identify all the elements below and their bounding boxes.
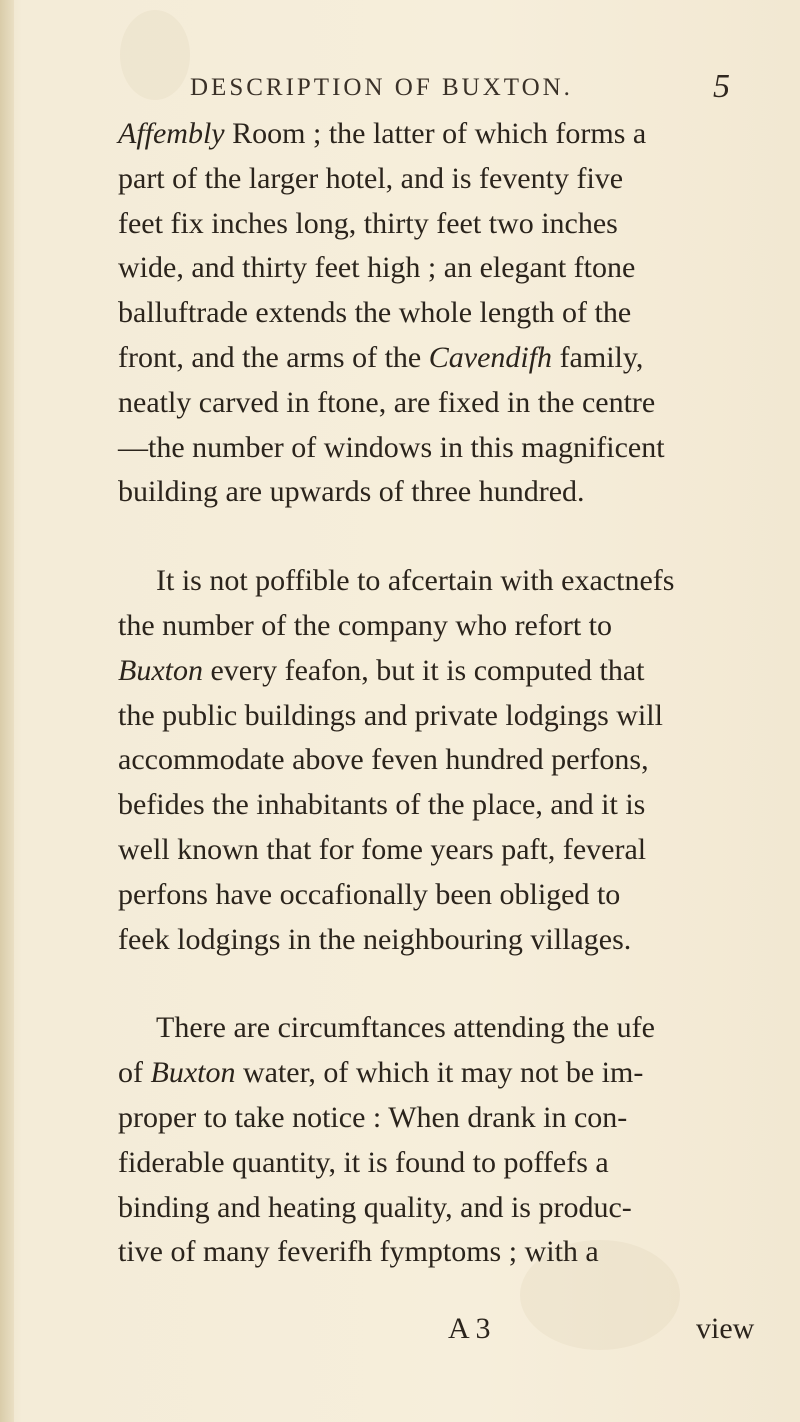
text-line: feek lodgings in the neighbouring villages. — [118, 922, 632, 956]
page-header — [0, 68, 800, 114]
body-text — [118, 112, 758, 1275]
paragraph — [118, 1006, 758, 1275]
text-line: tive of many feverifh fymptoms ; with a — [118, 1235, 599, 1269]
text-line: fiderable quantity, it is found to poffefs a — [118, 1145, 609, 1179]
text-line: part of the larger hotel, and is feventy five — [118, 161, 624, 195]
running-head: DESCRIPTION OF BUXTON. — [190, 74, 573, 101]
line-text: every feafon, but it is computed that — [202, 653, 645, 687]
text-line: well known that for fome years paft, feveral — [118, 832, 647, 866]
text-line: neatly carved in ftone, are fixed in the centre — [118, 385, 656, 419]
text-line: befides the inhabitants of the place, and it is — [118, 788, 646, 822]
text-line: the public buildings and private lodgings will — [118, 698, 663, 732]
text-line: feet fix inches long, thirty feet two inches — [118, 206, 618, 240]
text-line — [118, 1051, 758, 1096]
line-text: family, — [552, 340, 644, 374]
text-line: balluftrade extends the whole length of the — [118, 296, 632, 330]
text-line: It is not poffible to afcertain with exactnefs — [156, 564, 675, 598]
page-footer — [118, 1312, 758, 1356]
signature-mark: A 3 — [448, 1312, 491, 1345]
line-text: of — [118, 1056, 151, 1090]
italic-word: Affembly — [118, 117, 225, 150]
text-line — [118, 649, 758, 694]
text-line: the number of the company who refort to — [118, 608, 613, 642]
text-line: wide, and thirty feet high ; an elegant ftone — [118, 251, 636, 285]
line-text: front, and the arms of the — [118, 340, 429, 374]
paragraph — [118, 112, 758, 515]
text-line: proper to take notice : When drank in con- — [118, 1100, 628, 1134]
italic-word: Buxton — [118, 653, 203, 687]
text-line: There are circumftances attending the ufe — [156, 1011, 655, 1045]
binding-gutter — [0, 0, 14, 1422]
paragraph — [118, 559, 758, 962]
line-text: Room ; the latter of which forms a — [224, 117, 647, 150]
line-text: water, of which it may not be im- — [235, 1056, 644, 1090]
page-number: 5 — [713, 68, 730, 105]
italic-word: Cavendifh — [428, 340, 553, 374]
text-line — [118, 112, 758, 157]
catchword: view — [696, 1312, 755, 1345]
text-line: binding and heating quality, and is produc- — [118, 1190, 632, 1224]
italic-word: Buxton — [150, 1056, 236, 1090]
text-line: building are upwards of three hundred. — [118, 475, 585, 509]
text-line: perfons have occafionally been obliged to — [118, 877, 621, 911]
text-line — [118, 336, 758, 381]
text-line: accommodate above feven hundred perfons, — [118, 743, 649, 777]
text-line: —the number of windows in this magnificent — [118, 430, 665, 464]
